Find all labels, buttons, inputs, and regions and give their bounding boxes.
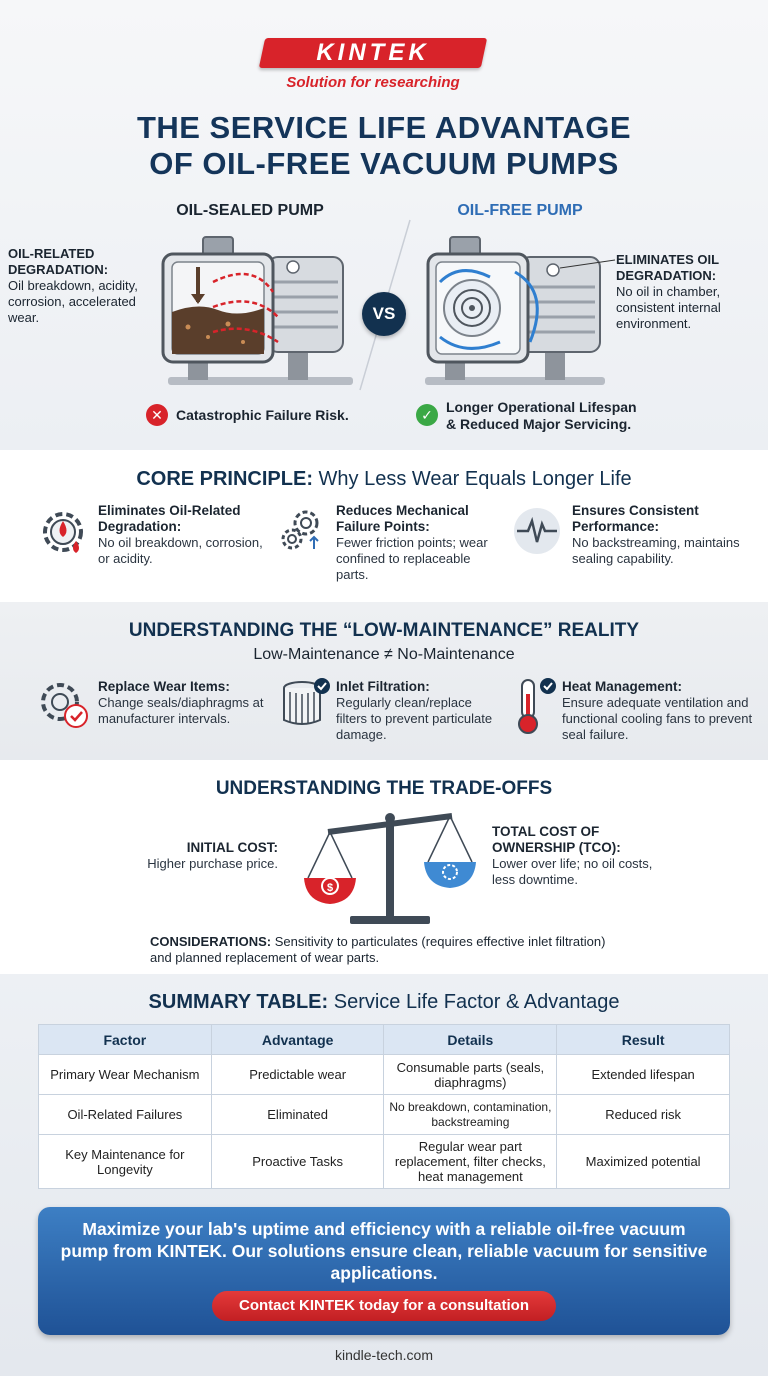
oil-free-status (446, 399, 676, 433)
footer-link[interactable]: kindle-tech.com (334, 1347, 434, 1363)
table-cell: Proactive Tasks (211, 1135, 384, 1189)
maint-item-1-text: Change seals/diaphragms at manufacturer intervals. (98, 695, 264, 726)
table-cell: Consumable parts (seals, diaphragms) (384, 1055, 557, 1095)
oil-sealed-pump-icon (158, 232, 358, 392)
oil-sealed-label (8, 246, 158, 326)
oil-free-label-pointer (560, 258, 620, 278)
gears-icon (276, 505, 326, 555)
summary-title (0, 991, 768, 1014)
table-header-cell: Result (557, 1025, 730, 1055)
summary-table (38, 1024, 730, 1189)
table-header-cell: Details (384, 1025, 557, 1055)
table-cell: Oil-Related Failures (39, 1095, 212, 1135)
oil-free-status-line1: Longer Operational Lifespan (446, 399, 637, 415)
core-title-rest: Why Less Wear Equals Longer Life (313, 468, 632, 490)
initial-cost-title: INITIAL COST: (186, 840, 278, 855)
table-cell: Maximized potential (557, 1135, 730, 1189)
oil-sealed-status: Catastrophic Failure Risk. (176, 407, 349, 423)
maint-item-1-title: Replace Wear Items: (98, 679, 230, 694)
oil-free-status-line2: & Reduced Major Servicing. (446, 416, 632, 432)
svg-text:$: $ (326, 882, 334, 894)
contact-button[interactable]: Contact KINTEK today for a consultation (212, 1291, 556, 1321)
core-item-3 (572, 503, 752, 567)
tco-block (492, 824, 662, 888)
table-cell: Primary Wear Mechanism (39, 1055, 212, 1095)
table-cell: Regular wear part replacement, filter checks, heat management (384, 1135, 557, 1189)
table-header-cell: Advantage (211, 1025, 384, 1055)
table-row (39, 1055, 730, 1095)
table-header-row (39, 1025, 730, 1055)
maint-item-3-text: Ensure adequate ventilation and functional cooling fans to prevent seal failure. (562, 695, 753, 742)
low-maintenance-title: UNDERSTANDING THE “LOW-MAINTENANCE” REALITY (128, 620, 640, 641)
oil-free-label-text: No oil in chamber, consistent internal environment. (616, 284, 721, 331)
tco-text: Lower over life; no oil costs, less downtime. (492, 856, 653, 887)
considerations-body: Sensitivity to particulates (requires effective inlet filtration) and planned replacement of wear parts. (150, 934, 606, 965)
cta-text: Maximize your lab's uptime and efficiency with a reliable oil-free vacuum pump from KINTEK. Our solutions ensure clean, reliable vacuum for sensitive applications. (60, 1219, 708, 1283)
brand-logo[interactable]: KINTEK (316, 39, 430, 66)
table-header-cell: Factor (39, 1025, 212, 1055)
core-item-2-title: Reduces Mechanical Failure Points: (336, 503, 469, 534)
tco-title: TOTAL COST OF OWNERSHIP (TCO): (492, 824, 621, 855)
tradeoffs-title: UNDERSTANDING THE TRADE-OFFS (215, 778, 553, 799)
table-cell: Predictable wear (211, 1055, 384, 1095)
oil-sealed-label-text: Oil breakdown, acidity, corrosion, accelerated wear. (8, 278, 138, 325)
maint-item-1 (98, 679, 273, 727)
oil-free-label (616, 252, 764, 332)
oil-free-label-title: ELIMINATES OIL DEGRADATION: (616, 252, 719, 283)
balance-scale-icon (300, 806, 480, 926)
vs-badge: VS (362, 292, 406, 336)
core-title-bold: CORE PRINCIPLE: (136, 468, 313, 490)
page-title (40, 110, 728, 182)
maint-item-3 (562, 679, 762, 743)
initial-cost-text: Higher purchase price. (147, 856, 278, 871)
summary-title-rest: Service Life Factor & Advantage (328, 991, 620, 1013)
thermometer-icon (512, 676, 558, 736)
table-row (39, 1095, 730, 1135)
table-cell: No breakdown, contamination, backstreaming (384, 1095, 557, 1135)
core-item-1-text: No oil breakdown, corrosion, or acidity. (98, 535, 263, 566)
filter-icon (278, 676, 332, 730)
core-item-1 (98, 503, 268, 567)
initial-cost-block (110, 840, 278, 872)
maint-item-2 (336, 679, 506, 743)
core-item-1-title: Eliminates Oil-Related Degradation: (98, 503, 241, 534)
page-title-line2: OF OIL-FREE VACUUM PUMPS (149, 146, 619, 181)
oil-free-heading: OIL-FREE PUMP (457, 202, 583, 219)
oil-free-pump-icon (420, 232, 610, 392)
gear-oil-drop-icon (36, 505, 90, 559)
oil-sealed-heading: OIL-SEALED PUMP (176, 202, 324, 219)
core-item-3-text: No backstreaming, maintains sealing capability. (572, 535, 740, 566)
core-item-2 (336, 503, 506, 583)
brand-tagline: Solution for researching (286, 74, 460, 91)
waveform-icon (512, 506, 562, 556)
core-item-3-title: Ensures Consistent Performance: (572, 503, 699, 534)
considerations-text (150, 934, 620, 966)
table-cell: Eliminated (211, 1095, 384, 1135)
table-cell: Key Maintenance for Longevity (39, 1135, 212, 1189)
oil-sealed-label-title: OIL-RELATED DEGRADATION: (8, 246, 109, 277)
core-item-2-text: Fewer friction points; wear confined to replaceable parts. (336, 535, 488, 582)
table-row (39, 1135, 730, 1189)
success-check-icon: ✓ (416, 404, 438, 426)
page-title-line1: THE SERVICE LIFE ADVANTAGE (136, 110, 632, 145)
maint-item-2-title: Inlet Filtration: (336, 679, 430, 694)
gear-check-icon (36, 678, 92, 730)
summary-title-bold: SUMMARY TABLE: (148, 991, 329, 1013)
low-maintenance-subtitle: Low-Maintenance ≠ No-Maintenance (253, 646, 515, 663)
table-cell: Extended lifespan (557, 1055, 730, 1095)
considerations-label: CONSIDERATIONS: (150, 934, 272, 949)
failure-x-icon: ✕ (146, 404, 168, 426)
maint-item-3-title: Heat Management: (562, 679, 683, 694)
table-cell: Reduced risk (557, 1095, 730, 1135)
core-principle-title (0, 468, 768, 491)
maint-item-2-text: Regularly clean/replace filters to prevent particulate damage. (336, 695, 493, 742)
